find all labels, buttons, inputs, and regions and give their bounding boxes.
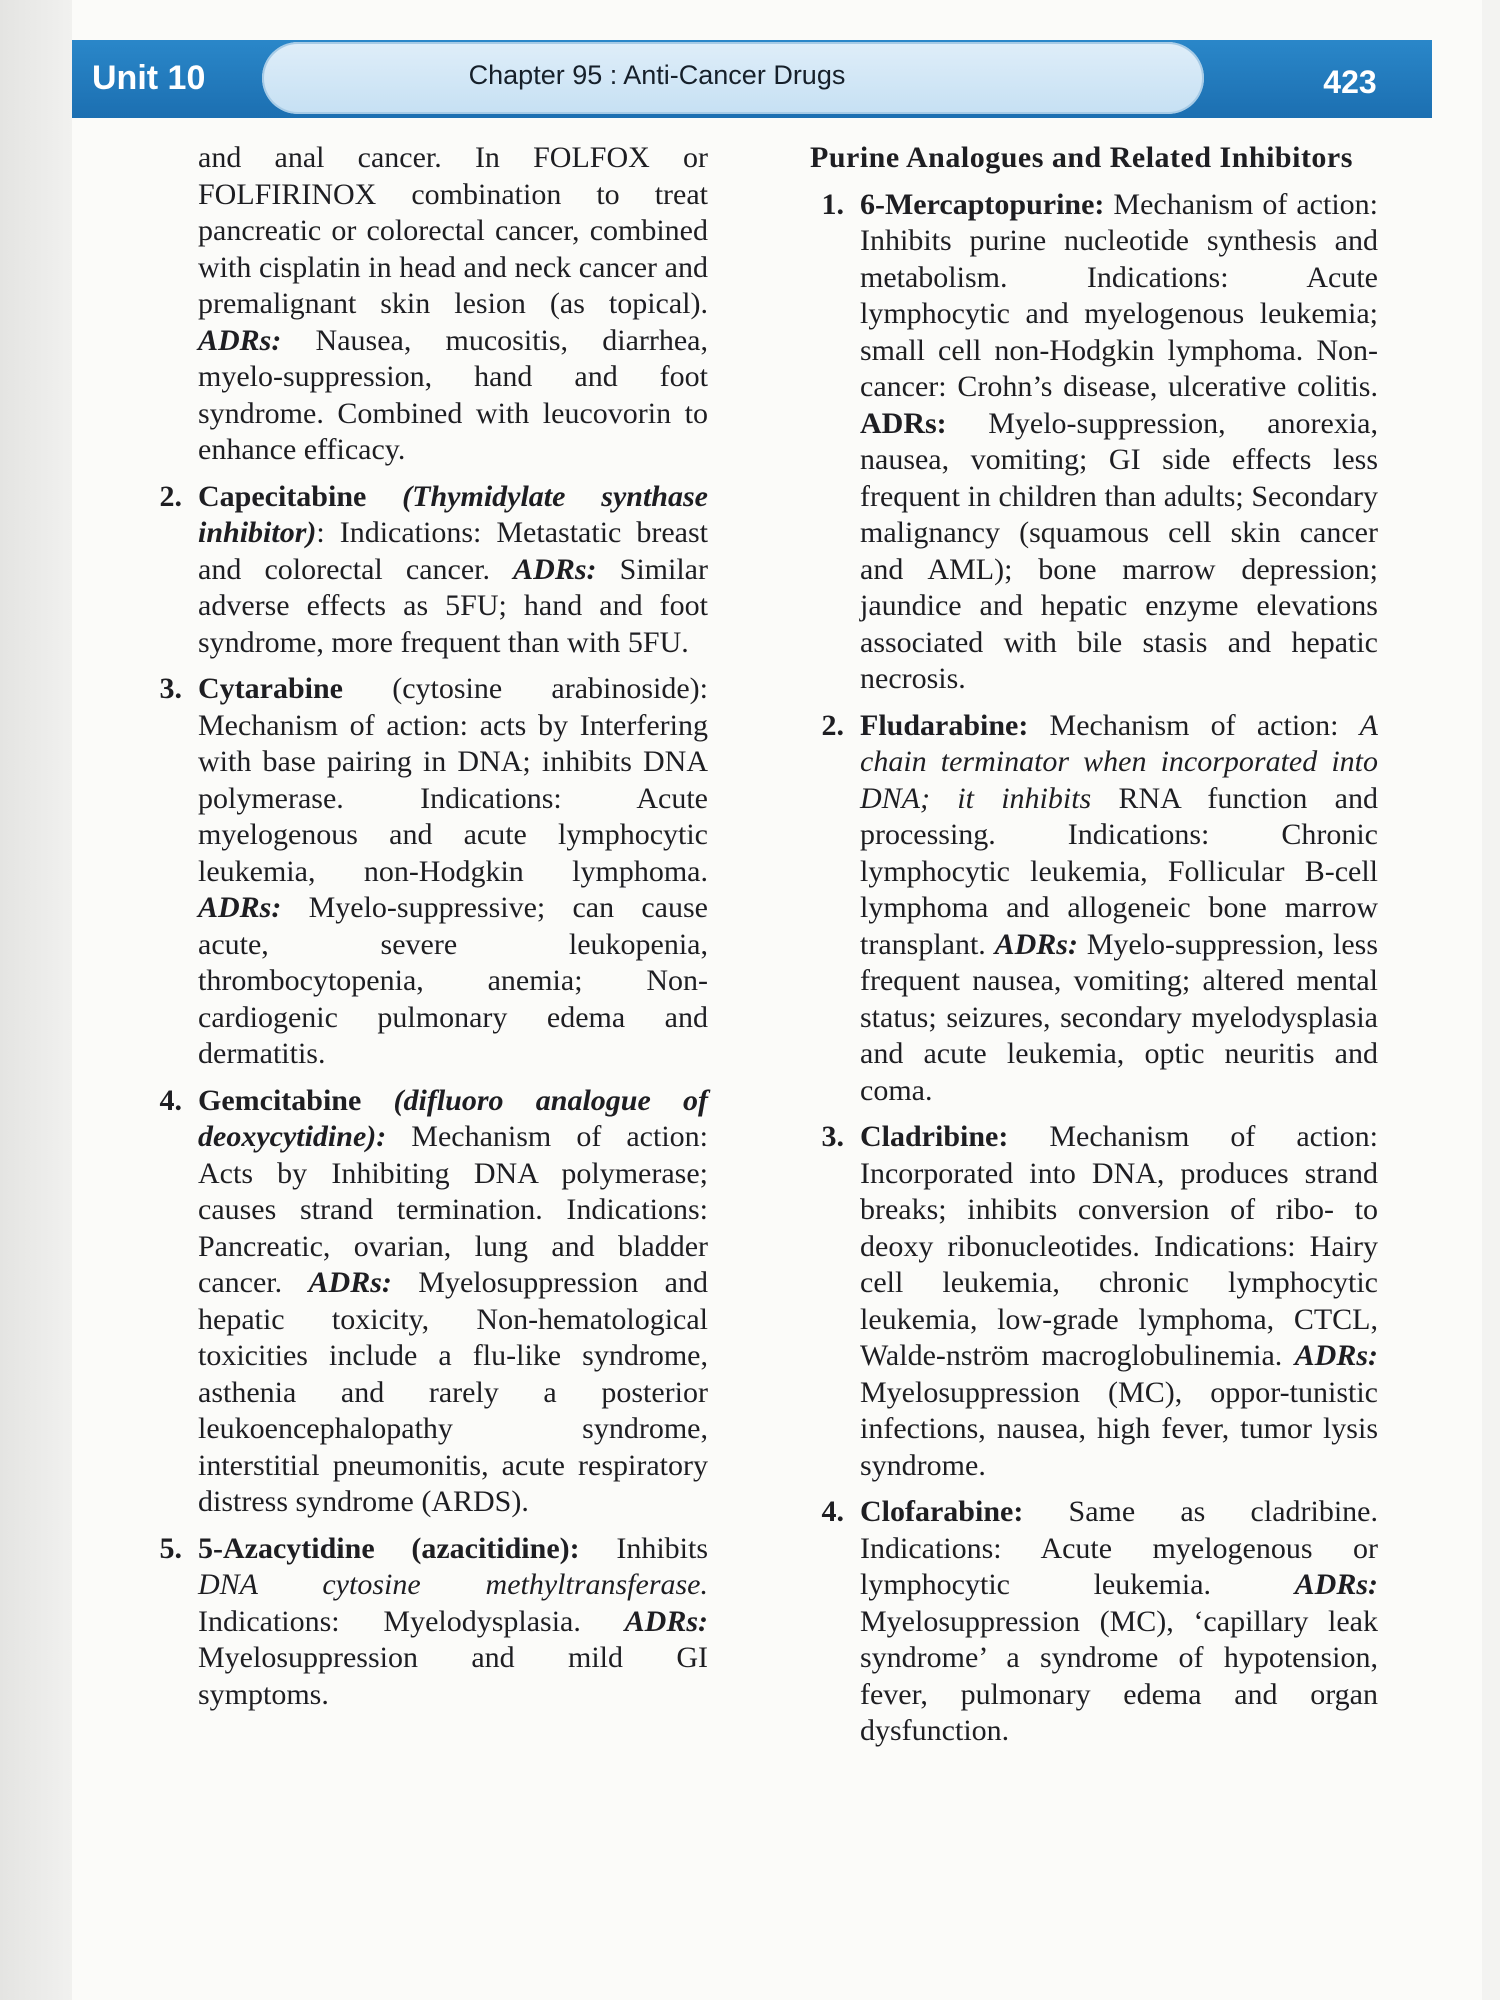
list-item-azacytidine bbox=[138, 1531, 708, 1714]
item-text: Same as cladribine. Indications: Acute myelogenous or lymphocytic leukemia. bbox=[860, 1495, 1378, 1601]
drug-name: 5-Azacytidine (azacitidine): bbox=[198, 1531, 580, 1565]
section-heading: Purine Analogues and Related Inhibitors bbox=[810, 141, 1353, 174]
adr-text: Myelo-suppression, anorexia, nausea, vomiting; GI side effects less frequent in children than adults; Secondary malignancy (squamous cell skin cancer and AML); bone marrow depression; jaundice and hepatic enzyme elevations associated with bile stasis and hepatic necrosis. bbox=[860, 406, 1378, 695]
drug-name: 6-Mercaptopurine: bbox=[860, 187, 1105, 221]
adr-text: Nausea, mucositis, diarrhea, myelo-suppression, hand and foot syndrome. Combined with leucovorin to enhance efficacy. bbox=[198, 323, 708, 466]
drug-name: Capecitabine bbox=[198, 479, 367, 513]
mechanism-italic: A chain terminator when incorporated into DNA; it inhibits bbox=[860, 708, 1378, 815]
item-number: 3. bbox=[159, 672, 182, 705]
drug-name: Gemcitabine bbox=[198, 1083, 362, 1117]
item-text: Inhibits bbox=[579, 1531, 708, 1565]
adr-label: ADRs: bbox=[1294, 1339, 1378, 1372]
adr-text: Similar adverse effects as 5FU; hand and foot syndrome, more frequent than with 5FU. bbox=[198, 552, 708, 659]
drug-name: Fludarabine: bbox=[860, 708, 1029, 742]
adr-label: ADRs: bbox=[308, 1266, 392, 1299]
list-item-fludarabine bbox=[800, 708, 1378, 1110]
drug-name: Cytarabine bbox=[198, 672, 343, 705]
list-item-capecitabine bbox=[138, 479, 708, 662]
item-text-2: RNA function and processing. Indications: Chronic lymphocytic leukemia, Follicular B-cell lymphoma and allogeneic bone marrow transplant. bbox=[860, 781, 1378, 961]
drug-class: (difluoro analogue of deoxycytidine): bbox=[198, 1083, 708, 1153]
drug-name: Clofarabine: bbox=[860, 1495, 1024, 1528]
list-item-cytarabine bbox=[138, 671, 708, 1073]
list-item-gemcitabine bbox=[138, 1083, 708, 1521]
item-text: Mechanism of action: Acts by Inhibiting DNA polymerase; causes strand termination. Indications: Pancreatic, ovarian, lung and bladder cancer. bbox=[198, 1120, 708, 1299]
adr-label: ADRs: bbox=[624, 1604, 708, 1638]
adr-label: ADRs: bbox=[1294, 1568, 1378, 1601]
page-gutter-shadow bbox=[0, 0, 72, 2000]
adr-text: Myelosuppression (MC), oppor-tunistic infections, nausea, high fever, tumor lysis syndrome. bbox=[860, 1375, 1378, 1482]
chapter-title: Chapter 95 : Anti-Cancer Drugs bbox=[468, 60, 846, 90]
adr-text: Myelo-suppression, less frequent nausea, vomiting; altered mental status; seizures, secondary myelodysplasia and acute leukemia, optic neuritis and coma. bbox=[860, 927, 1378, 1107]
item-number: 1. bbox=[821, 187, 844, 221]
adr-text: Myelo-suppressive; can cause acute, severe leukopenia, thrombocytopenia, anemia; Non-cardiogenic pulmonary edema and dermatitis. bbox=[198, 891, 708, 1070]
left-column bbox=[138, 140, 708, 1723]
item-number: 2. bbox=[821, 708, 844, 742]
item-text-2: Indications: Myelodysplasia. bbox=[198, 1604, 625, 1638]
item-number: 3. bbox=[821, 1120, 844, 1153]
drug-class: (Thymidylate synthase inhibitor) bbox=[198, 479, 708, 549]
item-text: Mechanism of action: bbox=[1028, 708, 1360, 742]
list-item-mercaptopurine bbox=[800, 187, 1378, 698]
enzyme-name: DNA cytosine methyltransferase. bbox=[198, 1568, 708, 1601]
item-text: : Indications: Metastatic breast and colorectal cancer. bbox=[198, 516, 708, 586]
adr-label: ADRs: bbox=[860, 406, 947, 440]
drug-name: Cladribine: bbox=[860, 1120, 1009, 1153]
right-column bbox=[800, 140, 1378, 1760]
adr-text: Myelosuppression and hepatic toxicity, Non-hematological toxicities include a flu-like syndrome, asthenia and rarely a posterior leukoencephalopathy syndrome, interstitial pneumonitis, acute respiratory distress syndrome (ARDS). bbox=[198, 1266, 708, 1518]
adr-label: ADRs: bbox=[994, 927, 1078, 961]
item-text: Mechanism of action: Inhibits purine nucleotide synthesis and metabolism. Indications: Acute lymphocytic and myelogenous leukemia; small cell non-Hodgkin lymphoma. Non-cancer: Crohn’s disease, ulcerative colitis. bbox=[860, 187, 1378, 403]
continuation-text: and anal cancer. In FOLFOX or FOLFIRINOX combination to treat pancreatic or colorectal cancer, combined with cisplatin in head and neck cancer and premalignant skin lesion (as topical). bbox=[198, 141, 708, 320]
unit-label: Unit 10 bbox=[92, 59, 206, 97]
item-number: 5. bbox=[159, 1531, 182, 1565]
adr-label: ADRs: bbox=[513, 552, 597, 586]
list-item-cladribine bbox=[800, 1119, 1378, 1484]
fluorouracil-continuation bbox=[138, 140, 708, 469]
list-item-clofarabine bbox=[800, 1494, 1378, 1750]
item-text: (cytosine arabinoside): Mechanism of action: acts by Interfering with base pairing in DNA; inhibits DNA polymerase. Indications: Acute myelogenous and acute lymphocytic leukemia, non-Hodgkin lymphoma. bbox=[198, 672, 708, 888]
item-text: Mechanism of action: Incorporated into DNA, produces strand breaks; inhibits conversion of ribo- to deoxy ribonucleotides. Indications: Hairy cell leukemia, chronic lymphocytic leukemia, low-grade lymphoma, CTCL, Walde-nström macroglobulinemia. bbox=[860, 1120, 1378, 1372]
item-number: 4. bbox=[821, 1495, 844, 1528]
page-number: 423 bbox=[1323, 64, 1377, 100]
adr-label: ADRs: bbox=[198, 323, 282, 357]
adr-label: ADRs: bbox=[198, 891, 282, 924]
item-number: 2. bbox=[159, 479, 182, 513]
adr-text: Myelosuppression (MC), ‘capillary leak syndrome’ a syndrome of hypotension, fever, pulmonary edema and organ dysfunction. bbox=[860, 1604, 1378, 1747]
item-number: 4. bbox=[159, 1083, 182, 1117]
adr-text: Myelosuppression and mild GI symptoms. bbox=[198, 1641, 708, 1711]
